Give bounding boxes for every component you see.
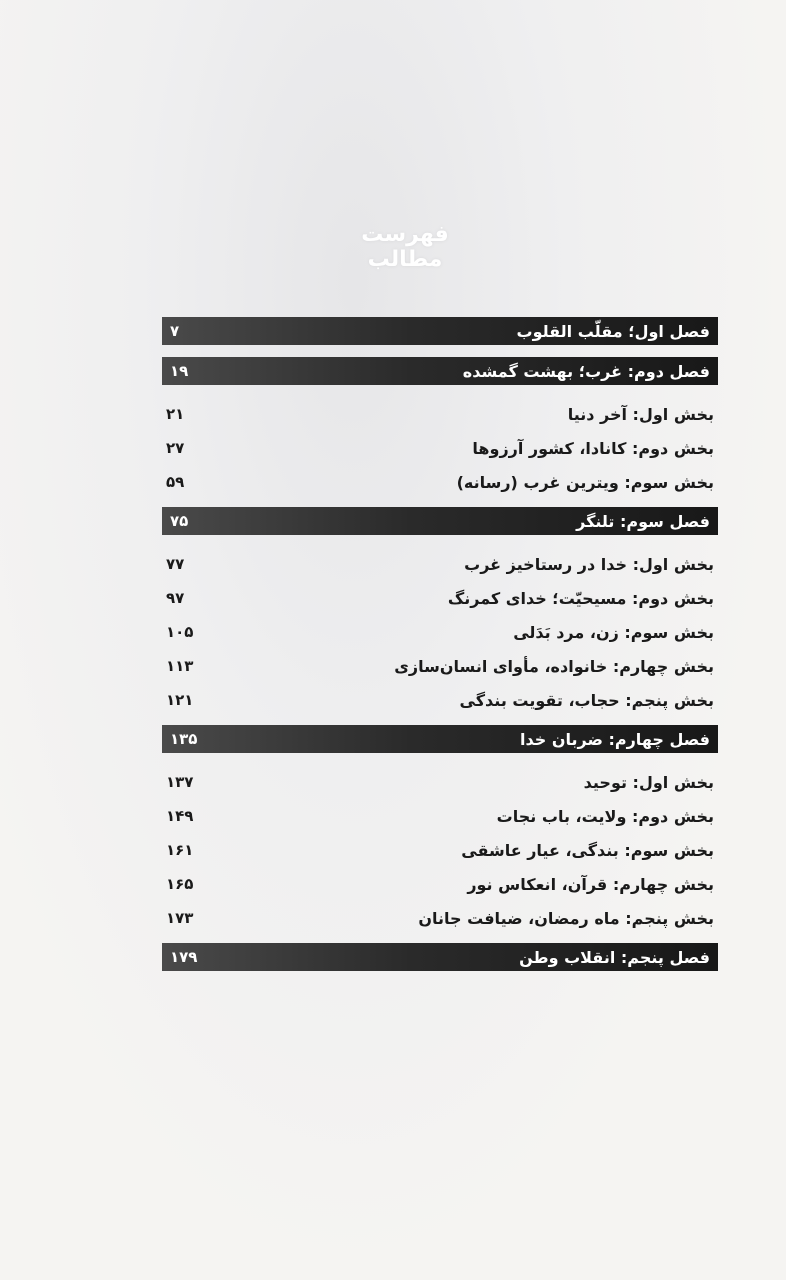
section-page-number: ۲۱ [166,405,185,423]
chapter-page-number: ۱۹ [170,362,189,380]
section-page-number: ۱۱۳ [166,657,194,675]
section-entry [162,765,718,799]
section-entry [162,833,718,867]
section-page-number: ۱۰۵ [166,623,194,641]
section-label: بخش دوم: مسیحیّت؛ خدای کمرنگ [447,588,714,608]
section-page-number: ۱۷۳ [166,909,194,927]
section-label: بخش چهارم: خانواده، مأوای انسان‌سازی [394,656,714,676]
section-entry [162,799,718,833]
chapter-4-heading [162,725,718,753]
chapter-label: فصل سوم: تلنگر [576,511,710,531]
section-page-number: ۷۷ [166,555,185,573]
section-label: بخش پنجم: حجاب، تقویت بندگی [459,690,714,710]
section-page-number: ۲۷ [166,439,185,457]
chapter-5-heading [162,943,718,971]
section-entry [162,867,718,901]
spacer [162,935,718,943]
chapter-page-number: ۱۷۹ [170,948,198,966]
section-label: بخش سوم: بندگی، عیار عاشقی [461,840,714,860]
section-page-number: ۹۷ [166,589,185,607]
section-page-number: ۱۴۹ [166,807,194,825]
section-page-number: ۱۲۱ [166,691,194,709]
table-of-contents [162,317,718,983]
chapter-label: فصل چهارم: ضربان خدا [519,729,710,749]
chapter-label: فصل دوم: غرب؛ بهشت گمشده [462,361,710,381]
chapter-page-number: ۷ [170,322,180,340]
section-label: بخش چهارم: قرآن، انعکاس نور [467,874,714,894]
chapter-page-number: ۱۳۵ [170,730,198,748]
section-page-number: ۱۶۵ [166,875,194,893]
chapter-1-heading [162,317,718,345]
section-label: بخش اول: توحید [583,772,714,792]
section-page-number: ۵۹ [166,473,185,491]
chapter-page-number: ۷۵ [170,512,189,530]
section-page-number: ۱۳۷ [166,773,194,791]
section-entry [162,615,718,649]
section-page-number: ۱۶۱ [166,841,194,859]
section-label: بخش سوم: زن، مرد بَدَلی [513,622,714,642]
section-entry [162,683,718,717]
spacer [162,717,718,725]
section-label: بخش دوم: کانادا، کشور آرزوها [472,438,714,458]
chapter-3-heading [162,507,718,535]
chapter-2-heading [162,357,718,385]
chapter-label: فصل پنجم: انقلاب وطن [519,947,710,967]
section-label: بخش اول: آخر دنیا [567,404,714,424]
section-label: بخش دوم: ولایت، باب نجات [496,806,714,826]
spacer [162,499,718,507]
section-entry [162,547,718,581]
section-entry [162,901,718,935]
section-entry [162,431,718,465]
section-entry [162,397,718,431]
section-label: بخش اول: خدا در رستاخیز غرب [464,554,714,574]
page-title: فهرست مطالب [361,222,449,272]
section-entry [162,581,718,615]
section-entry [162,649,718,683]
chapter-label: فصل اول؛ مقلّب القلوب [516,321,710,341]
section-label: بخش سوم: ویترین غرب (رسانه) [456,472,714,492]
section-entry [162,465,718,499]
section-label: بخش پنجم: ماه رمضان، ضیافت جانان [418,908,714,928]
